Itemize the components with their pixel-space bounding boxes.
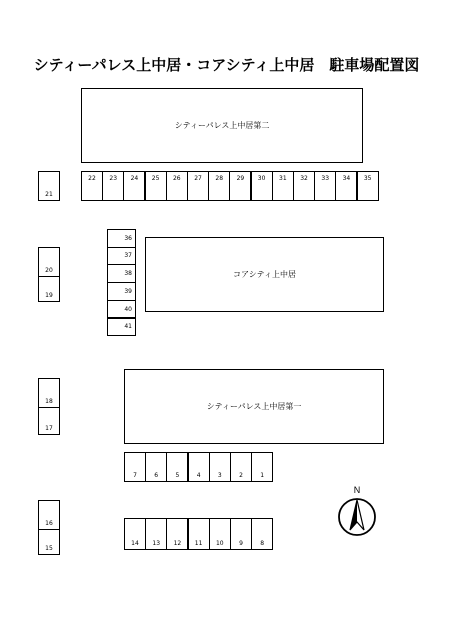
parking-slot: 17 [38,407,60,435]
building-core-city [145,237,384,312]
parking-slot: 21 [38,171,60,201]
parking-slot: 35 [357,171,379,201]
parking-slot: 15 [38,529,60,555]
parking-slot: 5 [166,452,188,482]
parking-slot: 8 [251,518,273,550]
parking-slot: 19 [38,276,60,302]
building-city-palace-daiichi [124,369,384,444]
parking-slot: 14 [124,518,146,550]
parking-slot: 13 [145,518,167,550]
building-label: シティーパレス上中居第二 [174,121,270,130]
parking-slot: 20 [38,247,60,277]
parking-column-16-15 [38,500,60,554]
parking-slot: 26 [166,171,188,201]
parking-row-7-1 [124,452,272,482]
parking-slot: 10 [209,518,231,550]
parking-slot: 12 [166,518,188,550]
parking-row-22-35 [81,171,378,201]
parking-slot: 2 [230,452,252,482]
parking-row-14-8 [124,518,272,550]
parking-slot: 29 [229,171,251,201]
parking-slot: 32 [293,171,315,201]
parking-slot: 18 [38,378,60,408]
parking-column-18-17 [38,378,60,434]
building-label: シティーパレス上中居第一 [206,402,302,411]
parking-slot: 22 [81,171,103,201]
parking-slot: 11 [188,518,210,550]
parking-slot: 41 [107,318,136,337]
parking-slot: 36 [107,229,136,248]
parking-slot: 37 [107,247,136,266]
parking-slot: 9 [230,518,252,550]
parking-slot: 40 [107,300,136,319]
parking-slot: 34 [335,171,357,201]
parking-slot: 25 [145,171,167,201]
parking-column-20-19 [38,247,60,301]
parking-slot: 23 [102,171,124,201]
parking-slot-21-group [38,171,60,200]
parking-column-36-41 [107,229,136,335]
parking-slot: 31 [272,171,294,201]
page-title: シティーパレス上中居・コアシティ上中居 駐車場配置図 [33,56,420,74]
parking-slot: 3 [209,452,231,482]
parking-slot: 24 [123,171,145,201]
parking-slot: 30 [251,171,273,201]
building-label: コアシティ上中居 [232,270,297,279]
parking-slot: 16 [38,500,60,530]
parking-slot: 27 [187,171,209,201]
parking-slot: 33 [314,171,336,201]
parking-slot: 6 [145,452,167,482]
parking-slot: 4 [188,452,210,482]
building-city-palace-daini [81,88,363,163]
parking-slot: 7 [124,452,146,482]
parking-slot: 38 [107,264,136,283]
parking-slot: 1 [251,452,273,482]
compass-label: N [353,485,361,495]
north-arrow-icon [337,484,377,538]
parking-slot: 39 [107,282,136,301]
parking-slot: 28 [208,171,230,201]
